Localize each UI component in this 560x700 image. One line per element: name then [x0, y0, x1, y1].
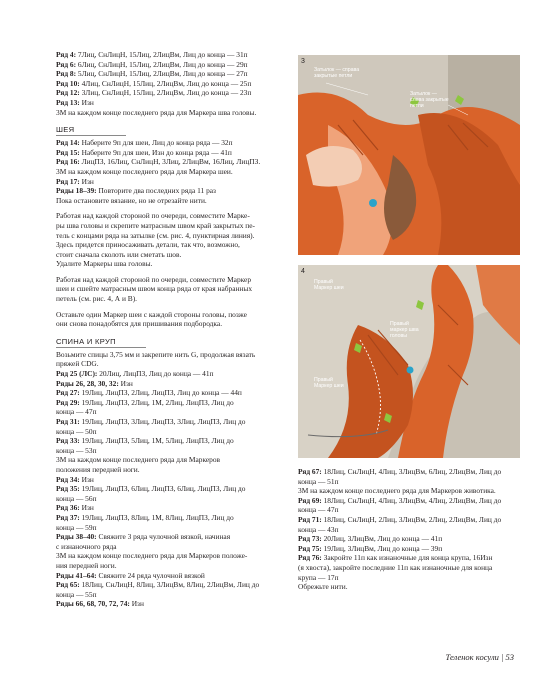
- row-continuation: конца — 51п: [298, 476, 339, 486]
- row-label: Ряд 75:: [298, 543, 322, 553]
- paragraph-line: Оставьте один Маркер шеи с каждой стороны головы, позже: [56, 309, 247, 319]
- pattern-row: [56, 436, 278, 446]
- row-text: Свяжите 24 ряда чулочной вязкой: [96, 570, 205, 580]
- pattern-row: [56, 475, 278, 485]
- neck-rows-2: [56, 177, 278, 196]
- top-note: 3М на каждом конце последнего ряда для Маркера шва головы.: [56, 107, 257, 117]
- neck-heading: ШЕЯ: [56, 125, 126, 136]
- row-continuation: крупа — 17п: [298, 572, 339, 582]
- pattern-row: [56, 417, 278, 427]
- row-label: Ряд 73:: [298, 534, 322, 544]
- pattern-row: [56, 138, 278, 148]
- right-rows-b: [298, 496, 520, 582]
- row-text: 20Лиц, 3ЛицВм, Лиц до конца — 41п: [321, 534, 443, 544]
- row-label: Ряд 65:: [56, 580, 80, 590]
- row-label: Ряд 76:: [298, 553, 322, 563]
- pattern-row: [298, 534, 520, 544]
- back-intro: [56, 350, 278, 369]
- row-text: Наберите 9п для шеи, Лиц до конца ряда — 32п: [79, 138, 233, 148]
- back-note-b: [56, 551, 278, 570]
- row-text: 20Лиц, ЛицПЗ, Лиц до конца — 41п: [97, 369, 214, 379]
- photo-3: [298, 55, 520, 255]
- row-label: Ряд 15:: [56, 147, 80, 157]
- paragraph-line: положения передней ноги.: [56, 464, 140, 474]
- row-label: Ряд 13:: [56, 97, 80, 107]
- page-footer: Теленок косули | 53: [445, 652, 514, 662]
- row-text: 18Лиц, СнЛицН, 8Лиц, 3ЛицВм, 8Лиц, 2ЛицВм, Лиц до: [79, 580, 260, 590]
- row-text: Изн: [129, 599, 144, 609]
- pattern-row: [56, 379, 278, 389]
- pattern-row: [56, 69, 278, 79]
- pattern-row: [298, 467, 520, 477]
- row-text: Изн: [79, 176, 94, 186]
- photo-4-callout-2: Правый маркер шва головы: [390, 321, 419, 339]
- pattern-row: [56, 98, 278, 108]
- pattern-row: [56, 60, 278, 70]
- row-text: 19Лиц, ЛицПЗ, 5Лиц, 1М, 5Лиц, ЛицПЗ, Лиц до: [79, 436, 234, 446]
- row-text: 19Лиц, ЛицПЗ, 8Лиц, 1М, 8Лиц, ЛицПЗ, Лиц до: [79, 512, 234, 522]
- row-text: 6Лиц, СнЛицН, 15Лиц, 2ЛицВм, Лиц до конца — 29п: [76, 59, 248, 69]
- right-note: 3М на каждом конце последнего ряда для Маркеров животика.: [298, 486, 496, 496]
- pattern-row: [298, 515, 520, 525]
- neck-paragraph-2: Удалите Маркеры шва головы.: [56, 259, 153, 269]
- row-text: Изн: [118, 378, 133, 388]
- pattern-row: [56, 388, 278, 398]
- photo-4-callout-3: Правый Маркер шеи: [314, 377, 344, 389]
- pattern-row: [298, 496, 520, 506]
- row-label: Ряды 66, 68, 70, 72, 74:: [56, 599, 130, 609]
- paragraph-line: они снова понадобятся для пришивания подбородка.: [56, 319, 223, 329]
- row-label: Ряд 71:: [298, 514, 322, 524]
- row-text: 19Лиц, ЛицПЗ, 6Лиц, ЛицПЗ, 6Лиц, ЛицПЗ, Лиц до: [79, 484, 246, 494]
- row-text: 5Лиц, СнЛицН, 15Лиц, 2ЛицВм, Лиц до конца — 27п: [76, 69, 248, 79]
- pattern-row: [56, 186, 278, 196]
- photo-3-callout-2: Затылок — слева закрытые петли: [410, 91, 449, 109]
- row-continuation: конца — 50п: [56, 426, 97, 436]
- row-label: Ряд 17:: [56, 176, 80, 186]
- row-text: Свяжите 3 ряда чулочной вязкой, начиная: [96, 532, 231, 542]
- back-rows-b: [56, 475, 278, 552]
- row-text: Изн: [79, 474, 94, 484]
- row-label: Ряд 37:: [56, 512, 80, 522]
- top-rows: [56, 50, 278, 108]
- pattern-row: [56, 177, 278, 187]
- pattern-row: [56, 79, 278, 89]
- neck-note-2: Пока остановите вязание, но не отрезайте нити.: [56, 195, 207, 205]
- row-label: Ряд 33:: [56, 436, 80, 446]
- pattern-row: [56, 398, 278, 408]
- pattern-row: [56, 50, 278, 60]
- pattern-row: [56, 580, 278, 590]
- row-text: 18Лиц, СнЛицН, 2Лиц, 3ЛицВм, 2Лиц, 2ЛицВм, Лиц до: [321, 514, 502, 524]
- row-text: Наберите 9п для шеи, Изн до конца ряда — 41п: [79, 147, 232, 157]
- pattern-row: [56, 157, 278, 167]
- pattern-row: [56, 369, 278, 379]
- row-continuation: (я хвоста), закройте последние 11п как изнаночные для конца: [298, 562, 493, 572]
- row-label: Ряд 36:: [56, 503, 80, 513]
- row-label: Ряд 12:: [56, 88, 80, 98]
- row-label: Ряд 69:: [298, 495, 322, 505]
- paragraph-line: 3М на каждом конце последнего ряда для Маркеров: [56, 455, 221, 465]
- row-text: 18Лиц, СнЛицН, 4Лиц, 3ЛицВм, 4Лиц, 2ЛицВм, Лиц до: [321, 495, 502, 505]
- row-text: Закройте 11п как изнаночные для конца крупа, 16Изн: [321, 553, 493, 563]
- paragraph-line: Возьмите спицы 3,75 мм и закрепите нить G, продолжая вязать: [56, 349, 256, 359]
- row-label: Ряды 41–64:: [56, 570, 97, 580]
- row-text: 3Лиц, СнЛицН, 15Лиц, 2ЛицВм, Лиц до конца — 23п: [79, 88, 252, 98]
- row-continuation: конца — 53п: [56, 445, 97, 455]
- neck-note-1: 3М на каждом конце последнего ряда для Маркера шеи.: [56, 166, 233, 176]
- pattern-row: [298, 553, 520, 563]
- back-heading: СПИНА И КРУП: [56, 337, 146, 348]
- neck-rows: [56, 138, 278, 167]
- paragraph-line: тель с концами ряда на затылке (см. рис. 4, пунктирная линия).: [56, 230, 255, 240]
- row-label: Ряд 10:: [56, 78, 80, 88]
- row-label: Ряды 26, 28, 30, 32:: [56, 378, 119, 388]
- row-text: 19Лиц, ЛицПЗ, 2Лиц, 1М, 2Лиц, ЛицПЗ, Лиц до: [79, 397, 234, 407]
- row-label: Ряд 6:: [56, 59, 77, 69]
- right-final: Обрежьте нити.: [298, 582, 348, 592]
- row-continuation: конца — 43п: [298, 524, 339, 534]
- pattern-row: [56, 484, 278, 494]
- row-label: Ряд 8:: [56, 69, 77, 79]
- row-label: Ряд 25 (ЛС):: [56, 369, 98, 379]
- row-text: Изн: [79, 97, 94, 107]
- row-text: Изн: [79, 503, 94, 513]
- pattern-row: [298, 544, 520, 554]
- photo-3-callout-1: Затылок — справа закрытые петли: [314, 67, 360, 79]
- photo-3-illustration: [298, 55, 520, 255]
- row-label: Ряды 38–40:: [56, 532, 97, 542]
- row-continuation: конца — 47п: [56, 407, 97, 417]
- pattern-row: [56, 148, 278, 158]
- pattern-row: [56, 513, 278, 523]
- row-text: 18Лиц, СнЛицН, 4Лиц, 3ЛицВм, 6Лиц, 2ЛицВм, Лиц до: [321, 467, 502, 476]
- paragraph-line: 3М на каждом конце последнего ряда для Маркеров положе-: [56, 551, 248, 561]
- left-column: [56, 50, 278, 609]
- pattern-row: [56, 503, 278, 513]
- row-continuation: конца — 47п: [298, 505, 339, 515]
- row-continuation: конца — 56п: [56, 493, 97, 503]
- row-label: Ряды 18–39:: [56, 186, 97, 196]
- paragraph-line: стоит сначала сколоть или сметать шов.: [56, 249, 182, 259]
- paragraph-line: пряжей CDG.: [56, 359, 99, 369]
- right-rows-a: [298, 467, 520, 486]
- photo-4-callout-1: Правый Маркер шеи: [314, 279, 344, 291]
- photo-4-number: 4: [301, 268, 305, 275]
- row-label: Ряд 27:: [56, 388, 80, 398]
- paragraph-line: петель (см. рис. 4, А и В).: [56, 294, 138, 304]
- row-label: Ряд 29:: [56, 397, 80, 407]
- paragraph-line: Работая над каждой стороной по очереди, совместите Марке-: [56, 211, 250, 221]
- neck-paragraph-4: [56, 310, 278, 329]
- row-continuation: конца — 59п: [56, 522, 97, 532]
- back-note-a: [56, 455, 278, 474]
- photo-4-illustration: [298, 265, 520, 458]
- row-continuation: с изнаночного ряда: [56, 541, 117, 551]
- pattern-row: [56, 599, 278, 609]
- row-label: Ряд 35:: [56, 484, 80, 494]
- row-label: Ряд 67:: [298, 467, 322, 476]
- row-continuation: конца — 55п: [56, 589, 97, 599]
- pattern-row: [56, 532, 278, 542]
- photo-3-number: 3: [301, 58, 305, 65]
- paragraph-line: Работая над каждой стороной по очереди, совместите Маркер: [56, 274, 252, 284]
- back-rows-a: [56, 369, 278, 455]
- row-label: Ряд 14:: [56, 138, 80, 148]
- row-text: 19Лиц, 3ЛицВм, Лиц до конца — 39п: [321, 543, 443, 553]
- row-label: Ряд 34:: [56, 474, 80, 484]
- row-text: Повторите два последних ряда 11 раз: [96, 186, 216, 196]
- neck-paragraph-3: [56, 275, 278, 304]
- pattern-row: [56, 88, 278, 98]
- row-text: 4Лиц, СнЛицН, 15Лиц, 2ЛицВм, Лиц до конца — 25п: [79, 78, 252, 88]
- row-text: 19Лиц, ЛицПЗ, 3Лиц, ЛицПЗ, 3Лиц, ЛицПЗ, Лиц до: [79, 417, 246, 426]
- neck-paragraph-1: [56, 211, 278, 259]
- photo-4: [298, 265, 520, 458]
- right-column-text: [298, 467, 520, 592]
- row-text: 7Лиц, СнЛицН, 15Лиц, 2ЛицВм, Лиц до конца — 31п: [76, 50, 248, 59]
- row-label: Ряд 16:: [56, 157, 80, 167]
- row-text: 19Лиц, ЛицПЗ, 2Лиц, ЛицПЗ, Лиц до конца — 44п: [79, 388, 242, 398]
- paragraph-line: Здесь придется приносаживать детали, так что, возможно,: [56, 240, 240, 250]
- row-label: Ряд 31:: [56, 417, 80, 426]
- paragraph-line: ния передней ноги.: [56, 560, 117, 570]
- row-text: ЛицПЗ, 16Лиц, СнЛицН, 3Лиц, 2ЛицВм, 16Лиц, ЛицПЗ.: [79, 157, 261, 167]
- paragraph-line: шеи и сшейте матрасным швом конца ряда от края набранных: [56, 284, 253, 294]
- back-rows-c: [56, 571, 278, 609]
- paragraph-line: ры шва головы и скрепите матрасным швом край закрытых пе-: [56, 220, 255, 230]
- pattern-row: [56, 571, 278, 581]
- row-label: Ряд 4:: [56, 50, 77, 59]
